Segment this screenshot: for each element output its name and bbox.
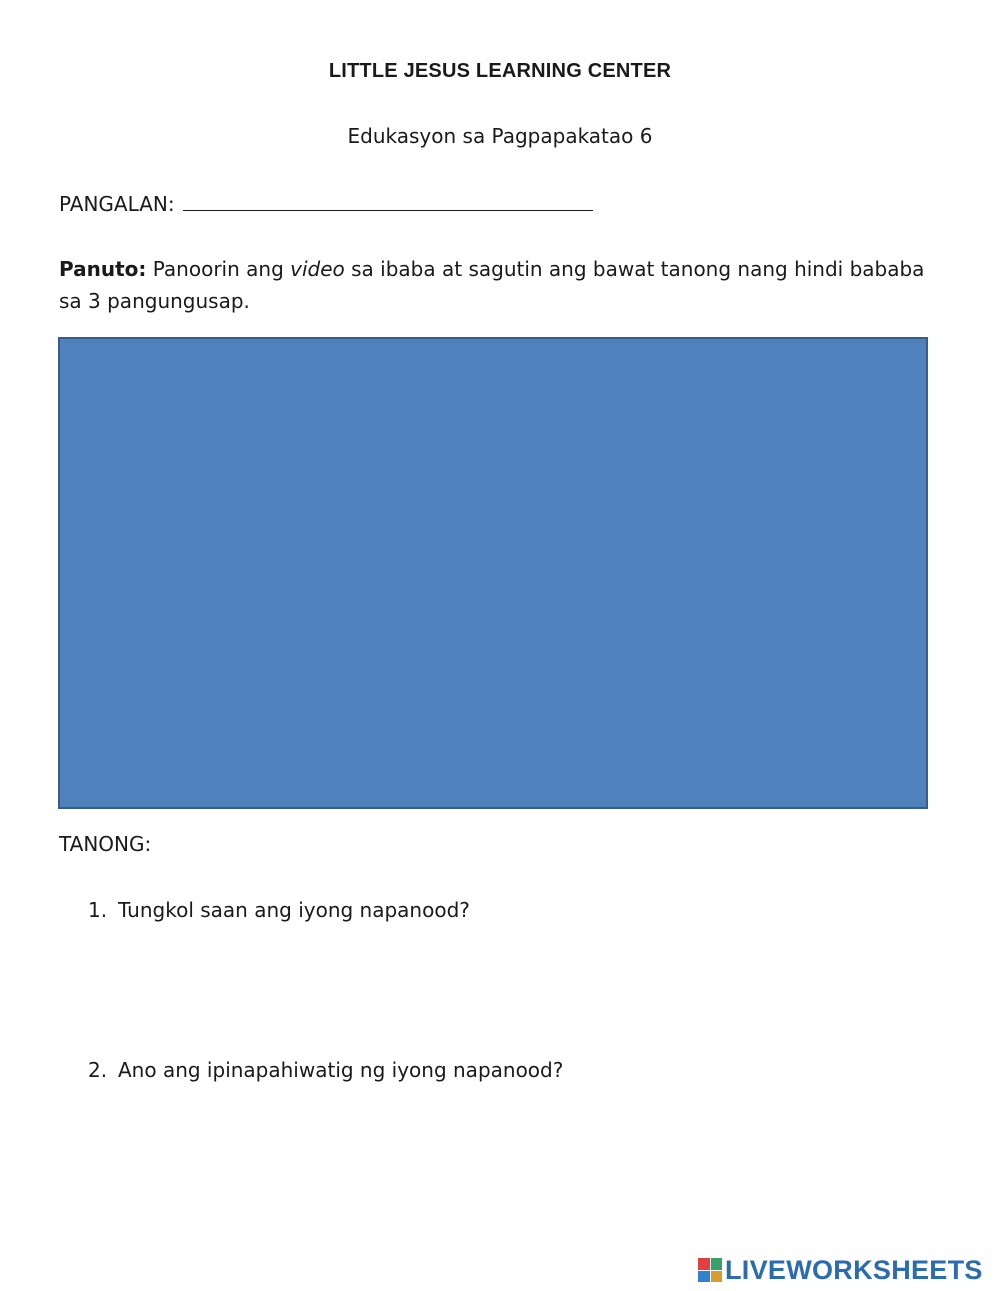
question-text: Ano ang ipinapahiwatig ng iyong napanood?	[118, 1058, 564, 1082]
subject-title: Edukasyon sa Pagpapakatao 6	[347, 124, 653, 148]
logo-square-green	[711, 1258, 723, 1270]
video-placeholder[interactable]	[58, 337, 928, 809]
name-input-line[interactable]	[183, 188, 593, 211]
instructions-emphasis: video	[290, 257, 345, 281]
logo-square-blue	[698, 1271, 710, 1283]
liveworksheets-logo-icon	[698, 1258, 722, 1282]
instructions	[59, 253, 949, 317]
instructions-text-before: Panoorin ang	[146, 257, 291, 281]
name-label: PANGALAN:	[59, 192, 175, 216]
name-field-row	[59, 188, 593, 216]
questions-heading: TANONG:	[59, 832, 152, 856]
question-number: 2.	[88, 1058, 108, 1082]
school-name: LITTLE JESUS LEARNING CENTER	[328, 60, 672, 82]
liveworksheets-logo[interactable]	[698, 1256, 994, 1284]
question-text: Tungkol saan ang iyong napanood?	[118, 898, 470, 922]
question-item	[88, 898, 470, 922]
liveworksheets-logo-text: LIVEWORKSHEETS	[725, 1255, 983, 1285]
instructions-label: Panuto:	[59, 257, 147, 281]
question-item	[88, 1058, 563, 1082]
logo-square-yellow	[711, 1271, 723, 1283]
logo-square-red	[698, 1258, 710, 1270]
instructions-text-after: sa ibaba at sagutin ang bawat tanong nang hindi bababa sa 3 pangungusap.	[59, 257, 925, 313]
question-number: 1.	[88, 898, 108, 922]
